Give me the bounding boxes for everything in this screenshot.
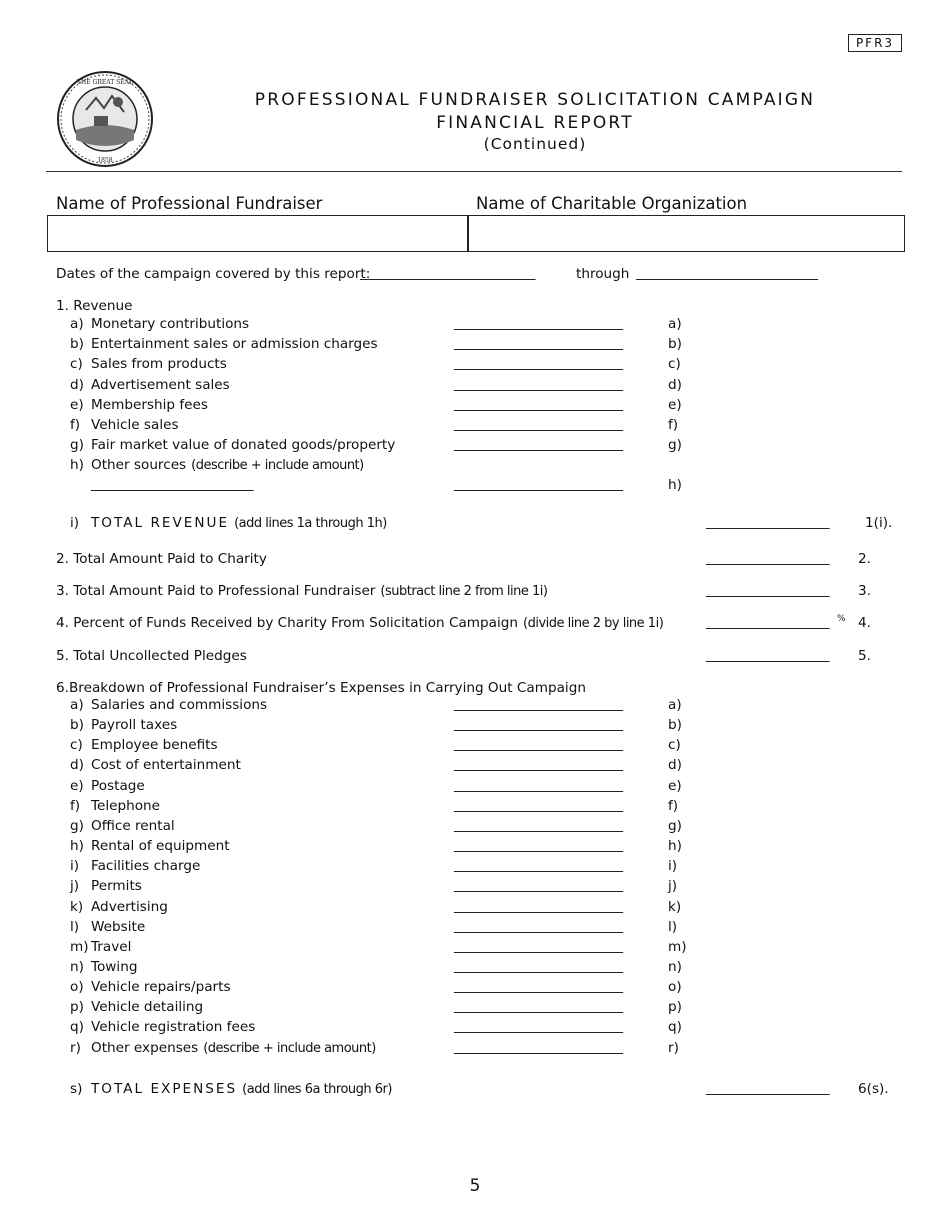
revenue-item-amount-field[interactable]: __________________________ xyxy=(454,437,623,452)
expense-item-label: Advertising xyxy=(91,899,168,915)
expense-item-label: Vehicle detailing xyxy=(91,999,204,1015)
revenue-item-ref: c) xyxy=(668,356,681,372)
expense-item-letter: r) xyxy=(70,1040,81,1056)
summary-line-ref: 2. xyxy=(858,551,871,567)
expenses-heading: 6.Breakdown of Professional Fundraiser’s Expenses in Carrying Out Campaign xyxy=(56,680,586,696)
state-seal-logo xyxy=(56,70,154,168)
expense-item-letter: o) xyxy=(70,979,84,995)
revenue-item-letter: f) xyxy=(70,417,81,433)
dates-through-label: through xyxy=(576,266,630,282)
total-expenses-field[interactable]: ___________________ xyxy=(706,1081,830,1096)
form-subtitle: (Continued) xyxy=(483,135,587,153)
fundraiser-name-label: Name of Professional Fundraiser xyxy=(56,194,323,213)
expense-item-amount-field[interactable]: __________________________ xyxy=(454,959,623,974)
revenue-item-label: Entertainment sales or admission charges xyxy=(91,336,378,352)
expense-item-label: Postage xyxy=(91,778,145,794)
charity-name-field[interactable] xyxy=(467,215,905,252)
revenue-item-ref: g) xyxy=(668,437,682,453)
expense-item-ref: d) xyxy=(668,757,682,773)
summary-line-label: 4. Percent of Funds Received by Charity From Solicitation Campaign xyxy=(56,615,519,631)
expense-item-ref: f) xyxy=(668,798,679,814)
revenue-item-amount-field[interactable]: __________________________ xyxy=(454,316,623,331)
header-divider xyxy=(46,171,902,172)
expense-item-ref: p) xyxy=(668,999,682,1015)
charity-name-label: Name of Charitable Organization xyxy=(476,194,748,213)
expense-item-label: Salaries and commissions xyxy=(91,697,268,713)
expense-item-label: Telephone xyxy=(91,798,161,814)
expense-item-letter: b) xyxy=(70,717,84,733)
total-revenue-field[interactable]: ___________________ xyxy=(706,515,830,530)
svg-text:THE GREAT SEAL: THE GREAT SEAL xyxy=(77,79,133,86)
revenue-item-label: Other sources xyxy=(91,457,187,473)
total-revenue-note: (add lines 1a through 1h) xyxy=(234,516,387,531)
expense-item-letter: g) xyxy=(70,818,84,834)
expense-item-amount-field[interactable]: __________________________ xyxy=(454,899,623,914)
percent-sign: % xyxy=(837,614,846,624)
summary-line-ref: 3. xyxy=(858,583,871,599)
summary-line-label: 2. Total Amount Paid to Charity xyxy=(56,551,267,567)
total-revenue-ref: 1(i). xyxy=(865,515,893,531)
revenue-item-ref: d) xyxy=(668,377,682,393)
revenue-item-ref: f) xyxy=(668,417,679,433)
expense-item-letter: d) xyxy=(70,757,84,773)
expense-item-amount-field[interactable]: __________________________ xyxy=(454,757,623,772)
expense-item-note: (describe + include amount) xyxy=(203,1041,376,1056)
total-expenses-note: (add lines 6a through 6r) xyxy=(242,1082,392,1097)
summary-line-label: 5. Total Uncollected Pledges xyxy=(56,648,247,664)
expense-item-label: Facilities charge xyxy=(91,858,201,874)
summary-line-field[interactable]: ___________________ xyxy=(706,648,830,663)
revenue-other-description-field[interactable]: _________________________ xyxy=(91,477,254,492)
expense-item-amount-field[interactable]: __________________________ xyxy=(454,939,623,954)
expense-item-label: Website xyxy=(91,919,146,935)
page-number: 5 xyxy=(469,1176,481,1196)
revenue-item-label: Advertisement sales xyxy=(91,377,230,393)
expense-item-ref: a) xyxy=(668,697,682,713)
revenue-item-letter: c) xyxy=(70,356,83,372)
revenue-item-letter: e) xyxy=(70,397,84,413)
expense-item-ref: e) xyxy=(668,778,682,794)
expense-item-letter: j) xyxy=(70,878,80,894)
revenue-item-note: (describe + include amount) xyxy=(191,458,364,473)
form-title-line2: FINANCIAL REPORT xyxy=(436,113,634,133)
expense-item-amount-field[interactable]: __________________________ xyxy=(454,1019,623,1034)
expense-item-letter: l) xyxy=(70,919,80,935)
expense-item-label: Vehicle registration fees xyxy=(91,1019,256,1035)
expense-item-letter: p) xyxy=(70,999,84,1015)
expense-item-label: Permits xyxy=(91,878,142,894)
expense-item-label: Other expenses xyxy=(91,1040,199,1056)
expense-item-label: Office rental xyxy=(91,818,175,834)
expense-item-amount-field[interactable]: __________________________ xyxy=(454,798,623,813)
expense-item-letter: a) xyxy=(70,697,84,713)
dates-label: Dates of the campaign covered by this report: xyxy=(56,266,371,282)
expense-item-ref: g) xyxy=(668,818,682,834)
summary-line-field[interactable]: ___________________ xyxy=(706,583,830,598)
expense-item-label: Towing xyxy=(91,959,138,975)
expense-item-amount-field[interactable]: __________________________ xyxy=(454,1040,623,1055)
expense-item-amount-field[interactable]: __________________________ xyxy=(454,737,623,752)
expense-item-letter: m) xyxy=(70,939,89,955)
total-expenses-label: TOTAL EXPENSES xyxy=(91,1081,238,1097)
expense-item-ref: h) xyxy=(668,838,682,854)
expense-item-label: Rental of equipment xyxy=(91,838,230,854)
revenue-item-letter: a) xyxy=(70,316,84,332)
expense-item-ref: l) xyxy=(668,919,678,935)
dates-end-field[interactable]: ____________________________ xyxy=(636,266,818,281)
expense-item-letter: i) xyxy=(70,858,80,874)
summary-line-field[interactable]: ___________________ xyxy=(706,551,830,566)
revenue-item-label: Sales from products xyxy=(91,356,227,372)
expense-item-amount-field[interactable]: __________________________ xyxy=(454,697,623,712)
revenue-item-ref: e) xyxy=(668,397,682,413)
total-expenses-ref: 6(s). xyxy=(858,1081,889,1097)
revenue-item-ref: b) xyxy=(668,336,682,352)
expense-item-ref: n) xyxy=(668,959,682,975)
expense-item-ref: r) xyxy=(668,1040,679,1056)
expense-item-letter: q) xyxy=(70,1019,84,1035)
expense-item-ref: j) xyxy=(668,878,678,894)
revenue-item-ref: h) xyxy=(668,477,682,493)
expense-item-letter: f) xyxy=(70,798,81,814)
expense-item-label: Travel xyxy=(91,939,132,955)
revenue-item-amount-field[interactable]: __________________________ xyxy=(454,417,623,432)
form-title: PROFESSIONAL FUNDRAISER SOLICITATION CAMPAIGN xyxy=(254,90,816,110)
expense-item-amount-field[interactable]: __________________________ xyxy=(454,858,623,873)
expense-item-letter: c) xyxy=(70,737,83,753)
revenue-item-label: Vehicle sales xyxy=(91,417,179,433)
expense-item-letter: e) xyxy=(70,778,84,794)
expense-item-ref: q) xyxy=(668,1019,682,1035)
expense-item-amount-field[interactable]: __________________________ xyxy=(454,818,623,833)
revenue-item-letter: g) xyxy=(70,437,84,453)
expense-item-label: Employee benefits xyxy=(91,737,218,753)
summary-line-field[interactable]: ___________________ xyxy=(706,615,830,630)
summary-line-label: 3. Total Amount Paid to Professional Fundraiser xyxy=(56,583,376,599)
revenue-item-amount-field[interactable]: __________________________ xyxy=(454,377,623,392)
revenue-item-amount-field[interactable]: __________________________ xyxy=(454,477,623,492)
expense-item-ref: b) xyxy=(668,717,682,733)
summary-line-note: (subtract line 2 from line 1i) xyxy=(380,584,548,599)
expense-item-letter: k) xyxy=(70,899,84,915)
summary-line-note: (divide line 2 by line 1i) xyxy=(523,616,664,631)
expense-item-amount-field[interactable]: __________________________ xyxy=(454,999,623,1014)
expense-item-label: Vehicle repairs/parts xyxy=(91,979,231,995)
expense-item-ref: m) xyxy=(668,939,687,955)
expense-item-ref: o) xyxy=(668,979,682,995)
form-id-badge: PFR3 xyxy=(848,34,902,52)
expense-item-letter: n) xyxy=(70,959,84,975)
summary-line-ref: 5. xyxy=(858,648,871,664)
revenue-item-letter: b) xyxy=(70,336,84,352)
expense-item-ref: k) xyxy=(668,899,682,915)
expense-item-amount-field[interactable]: __________________________ xyxy=(454,717,623,732)
fundraiser-name-field[interactable] xyxy=(47,215,469,252)
revenue-item-letter: h) xyxy=(70,457,84,473)
expense-item-amount-field[interactable]: __________________________ xyxy=(454,778,623,793)
expense-item-label: Cost of entertainment xyxy=(91,757,241,773)
revenue-item-label: Membership fees xyxy=(91,397,208,413)
revenue-item-label: Monetary contributions xyxy=(91,316,250,332)
revenue-heading: 1. Revenue xyxy=(56,298,133,314)
expense-item-ref: i) xyxy=(668,858,678,874)
revenue-item-amount-field[interactable]: __________________________ xyxy=(454,356,623,371)
revenue-item-amount-field[interactable]: __________________________ xyxy=(454,397,623,412)
revenue-item-amount-field[interactable]: __________________________ xyxy=(454,336,623,351)
expense-item-amount-field[interactable]: __________________________ xyxy=(454,979,623,994)
svg-text:1858: 1858 xyxy=(97,157,113,164)
expense-item-ref: c) xyxy=(668,737,681,753)
revenue-item-ref: a) xyxy=(668,316,682,332)
summary-line-ref: 4. xyxy=(858,615,871,631)
expense-item-amount-field[interactable]: __________________________ xyxy=(454,838,623,853)
total-revenue-letter: i) xyxy=(70,515,80,531)
revenue-item-letter: d) xyxy=(70,377,84,393)
dates-start-field[interactable]: ___________________________ xyxy=(360,266,536,281)
revenue-item-label: Fair market value of donated goods/property xyxy=(91,437,396,453)
expense-item-letter: h) xyxy=(70,838,84,854)
total-expenses-letter: s) xyxy=(70,1081,83,1097)
expense-item-amount-field[interactable]: __________________________ xyxy=(454,919,623,934)
expense-item-amount-field[interactable]: __________________________ xyxy=(454,878,623,893)
total-revenue-label: TOTAL REVENUE xyxy=(91,515,230,531)
expense-item-label: Payroll taxes xyxy=(91,717,178,733)
